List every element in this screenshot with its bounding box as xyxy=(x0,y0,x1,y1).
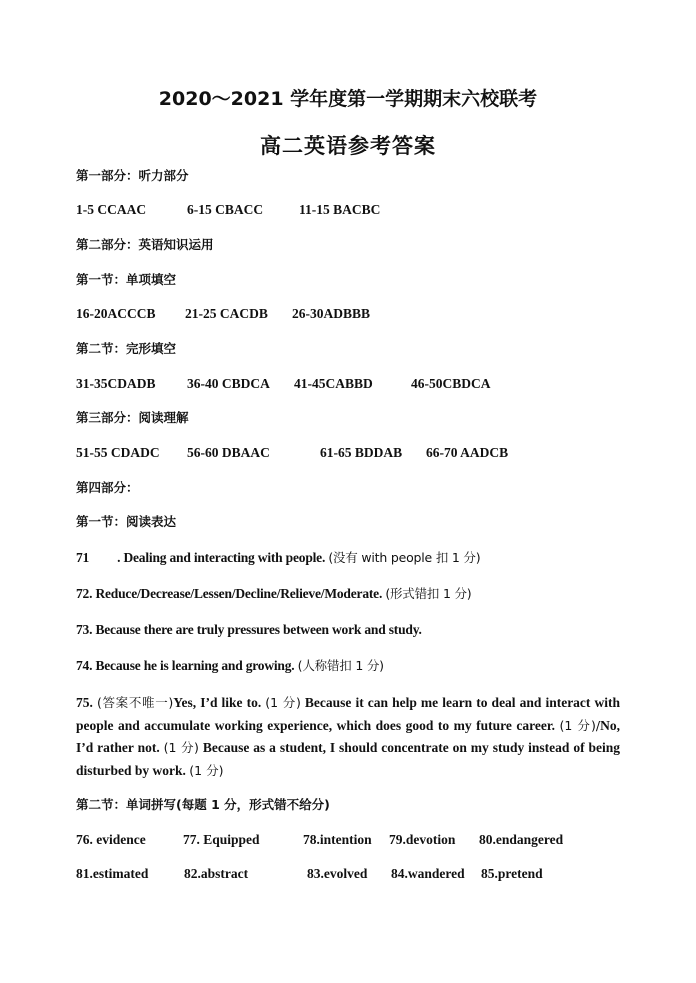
spelling-answers-row-1 xyxy=(76,831,636,849)
answer-word: 79.devotion xyxy=(389,832,456,847)
scoring-note: (答案不唯一) xyxy=(96,695,174,710)
answer-group: 1-5 CCAAC xyxy=(76,202,147,217)
page-title: 2020～2021 学年度第一学期期末六校联考 xyxy=(158,88,538,110)
part1-answers xyxy=(76,201,636,219)
answer-group: 51-55 CDADC xyxy=(76,445,160,460)
question-number: 75. xyxy=(76,695,93,710)
part2-section2-answers xyxy=(76,375,636,393)
part3-answers xyxy=(76,444,636,462)
answer-text: . Dealing and interacting with people. xyxy=(117,550,326,565)
part4-section1-header: 第一节：阅读表达 xyxy=(76,514,177,529)
answer-word: 78.intention xyxy=(303,832,372,847)
part2-section2-header: 第二节：完形填空 xyxy=(76,341,177,356)
answer-word: 81.estimated xyxy=(76,866,149,881)
answer-text: Because as a student, I should concentrate on my study instead of being disturbed by work. xyxy=(76,740,621,778)
answer-text: Because it can help me learn to deal and interact with people and accumulate working experience, which does good to my future career. xyxy=(76,695,620,733)
answer-group: 46-50CBDCA xyxy=(411,376,491,391)
answer-72 xyxy=(76,585,471,603)
answer-group: 36-40 CBDCA xyxy=(187,376,270,391)
answer-group: 61-65 BDDAB xyxy=(320,445,403,460)
answer-text: No, I’d rather not. xyxy=(76,717,620,755)
answer-text: 73. Because there are truly pressures between work and study. xyxy=(76,622,422,637)
part4-section2-header: 第二节：单词拼写(每题 1 分，形式错不给分) xyxy=(76,797,330,812)
part2-section1-header: 第一节：单项填空 xyxy=(76,272,177,287)
answer-group: 66-70 AADCB xyxy=(426,445,509,460)
answer-73 xyxy=(76,621,422,639)
answer-group: 56-60 DBAAC xyxy=(187,445,270,460)
answer-word: 76. evidence xyxy=(76,832,146,847)
part2-header: 第二部分：英语知识运用 xyxy=(76,237,214,252)
spelling-answers-row-2 xyxy=(76,865,636,883)
answer-word: 80.endangered xyxy=(479,832,564,847)
answer-word: 85.pretend xyxy=(481,866,543,881)
scoring-note: (没有 with people 扣 1 分) xyxy=(328,550,481,565)
answer-word: 84.wandered xyxy=(391,866,465,881)
part1-header: 第一部分：听力部分 xyxy=(76,168,189,183)
part2-section1-answers xyxy=(76,305,636,323)
part3-header: 第三部分：阅读理解 xyxy=(76,410,189,425)
answer-group: 31-35CDADB xyxy=(76,376,156,391)
answer-group: 11-15 BACBC xyxy=(299,202,381,217)
part4-header: 第四部分： xyxy=(76,480,139,495)
answer-word: 83.evolved xyxy=(307,866,368,881)
answer-word: 82.abstract xyxy=(184,866,249,881)
answer-word: 77. Equipped xyxy=(183,832,260,847)
answer-group: 21-25 CACDB xyxy=(185,306,268,321)
answer-group: 16-20ACCCB xyxy=(76,306,156,321)
scoring-note: (1 分) xyxy=(189,762,224,778)
answer-group: 6-15 CBACC xyxy=(187,202,264,217)
question-number: 71 xyxy=(76,550,90,565)
answer-74 xyxy=(76,657,384,675)
answer-group: 41-45CABBD xyxy=(294,376,373,391)
scoring-note: (形式错扣 1 分) xyxy=(385,586,472,601)
page-subtitle: 高二英语参考答案 xyxy=(260,134,436,158)
answer-75 xyxy=(76,692,620,782)
scoring-note: (1 分)/ xyxy=(559,717,601,733)
scoring-note: (1 分) xyxy=(163,740,199,755)
answer-text: 74. Because he is learning and growing. xyxy=(76,658,295,673)
answer-text: Yes, I’d like to. xyxy=(173,695,262,710)
scoring-note: (人称错扣 1 分) xyxy=(297,658,384,673)
scoring-note: (1 分) xyxy=(265,695,301,710)
answer-71 xyxy=(76,549,480,567)
answer-text: 72. Reduce/Decrease/Lessen/Decline/Relieve/Moderate. xyxy=(76,586,383,601)
answer-group: 26-30ADBBB xyxy=(292,306,371,321)
